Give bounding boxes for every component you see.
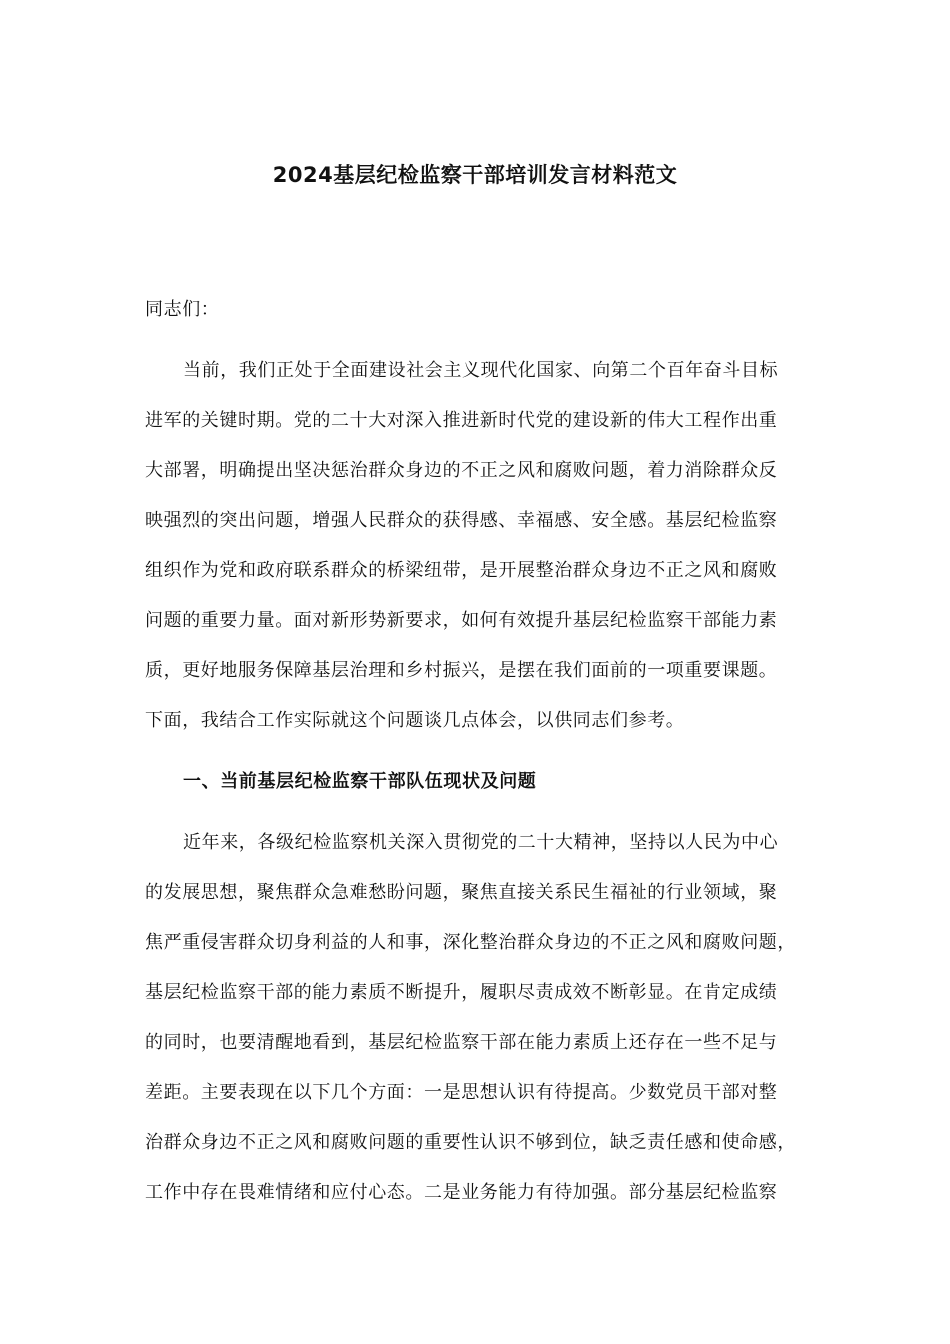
paragraph-intro xyxy=(145,346,809,746)
salutation: 同志们： xyxy=(145,299,220,320)
paragraph-line: 的发展思想，聚焦群众急难愁盼问题，聚焦直接关系民生福祉的行业领域，聚 xyxy=(145,882,778,903)
paragraph-line: 组织作为党和政府联系群众的桥梁纽带，是开展整治群众身边不正之风和腐败 xyxy=(145,560,778,581)
paragraph-line: 质，更好地服务保障基层治理和乡村振兴，是摆在我们面前的一项重要课题。 xyxy=(145,660,778,681)
paragraph-line: 治群众身边不正之风和腐败问题的重要性认识不够到位，缺乏责任感和使命感， xyxy=(145,1132,796,1153)
paragraph-line: 问题的重要力量。面对新形势新要求，如何有效提升基层纪检监察干部能力素 xyxy=(145,610,778,631)
paragraph-line: 工作中存在畏难情绪和应付心态。二是业务能力有待加强。部分基层纪检监察 xyxy=(145,1182,778,1203)
paragraph-section-1 xyxy=(145,818,809,1218)
paragraph-line: 近年来，各级纪检监察机关深入贯彻党的二十大精神，坚持以人民为中心 xyxy=(183,832,779,853)
paragraph-line: 的同时，也要清醒地看到，基层纪检监察干部在能力素质上还存在一些不足与 xyxy=(145,1032,778,1053)
document-title: 2024基层纪检监察干部培训发言材料范文 xyxy=(272,163,678,187)
paragraph-line: 基层纪检监察干部的能力素质不断提升，履职尽责成效不断彰显。在肯定成绩 xyxy=(145,982,778,1003)
paragraph-line: 当前，我们正处于全面建设社会主义现代化国家、向第二个百年奋斗目标 xyxy=(183,360,779,381)
paragraph-line: 进军的关键时期。党的二十大对深入推进新时代党的建设新的伟大工程作出重 xyxy=(145,410,778,431)
paragraph-line: 焦严重侵害群众切身利益的人和事，深化整治群众身边的不正之风和腐败问题， xyxy=(145,932,796,953)
paragraph-line: 映强烈的突出问题，增强人民群众的获得感、幸福感、安全感。基层纪检监察 xyxy=(145,510,778,531)
paragraph-line: 下面，我结合工作实际就这个问题谈几点体会，以供同志们参考。 xyxy=(145,710,685,731)
paragraph-line: 大部署，明确提出坚决惩治群众身边的不正之风和腐败问题，着力消除群众反 xyxy=(145,460,778,481)
section-heading: 一、当前基层纪检监察干部队伍现状及问题 xyxy=(183,771,537,792)
paragraph-line: 差距。主要表现在以下几个方面：一是思想认识有待提高。少数党员干部对整 xyxy=(145,1082,778,1103)
